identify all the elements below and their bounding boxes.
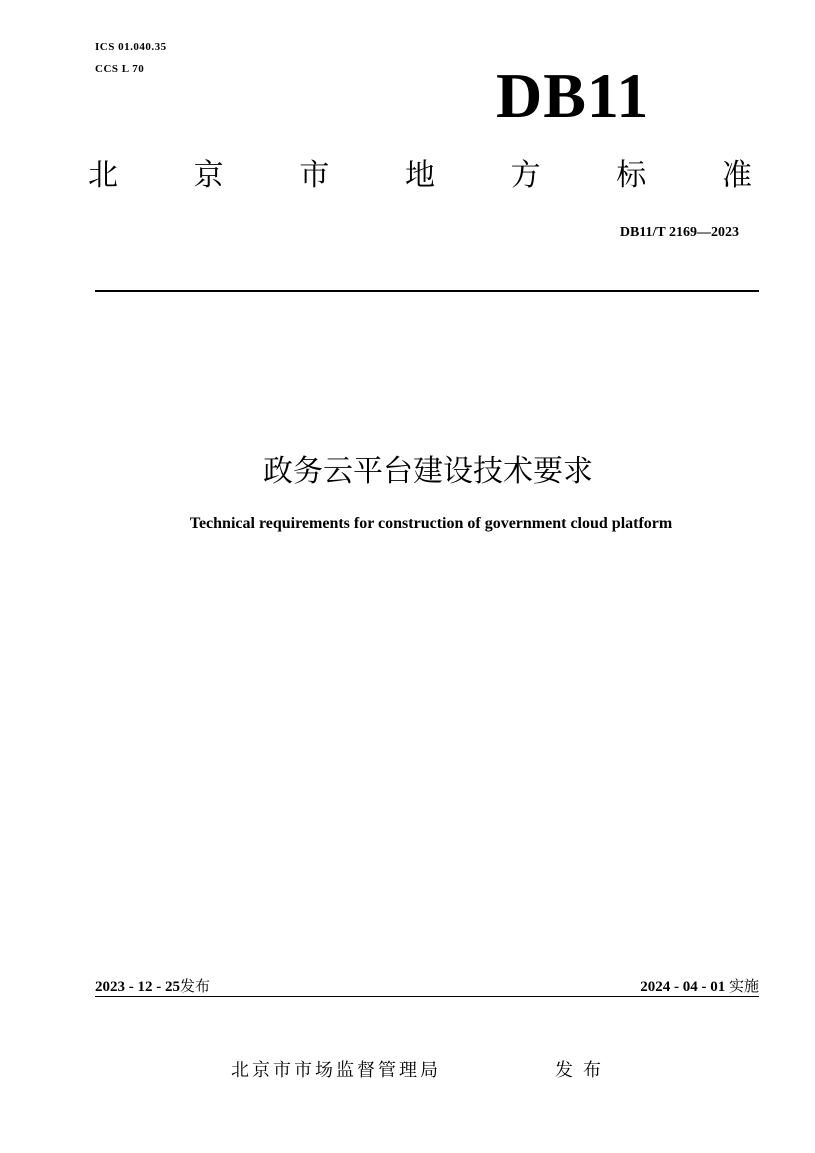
publish-date: 2023 - 12 - 25 (95, 979, 180, 995)
top-divider (95, 290, 759, 292)
standard-type-char: 地 (404, 158, 435, 193)
standard-type-char: 准 (721, 158, 752, 193)
standard-type-char: 京 (193, 158, 224, 193)
standard-type-heading (88, 158, 752, 193)
standard-type-char: 北 (88, 158, 118, 193)
title-chinese: 政务云平台建设技术要求 (263, 454, 593, 489)
standard-type-char: 方 (510, 158, 541, 193)
standard-type-char: 市 (299, 158, 330, 193)
standard-number: DB11/T 2169—2023 (619, 225, 739, 240)
publish-date-line (95, 975, 210, 996)
db-standard-mark: DB11 (496, 60, 650, 131)
publish-label: 发布 (180, 977, 211, 995)
standard-type-char: 标 (616, 158, 647, 193)
implement-label: 实施 (728, 977, 759, 995)
ccs-code: CCS L 70 (95, 63, 145, 75)
implement-date-line (640, 975, 759, 996)
implement-date: 2024 - 04 - 01 (640, 979, 726, 995)
issuing-action: 发布 (555, 1060, 611, 1081)
issuing-authority: 北京市市场监督管理局 (231, 1060, 441, 1081)
ics-code: ICS 01.040.35 (95, 41, 167, 53)
title-english: Technical requirements for construction of government cloud platform (189, 515, 673, 532)
bottom-divider (95, 996, 759, 997)
